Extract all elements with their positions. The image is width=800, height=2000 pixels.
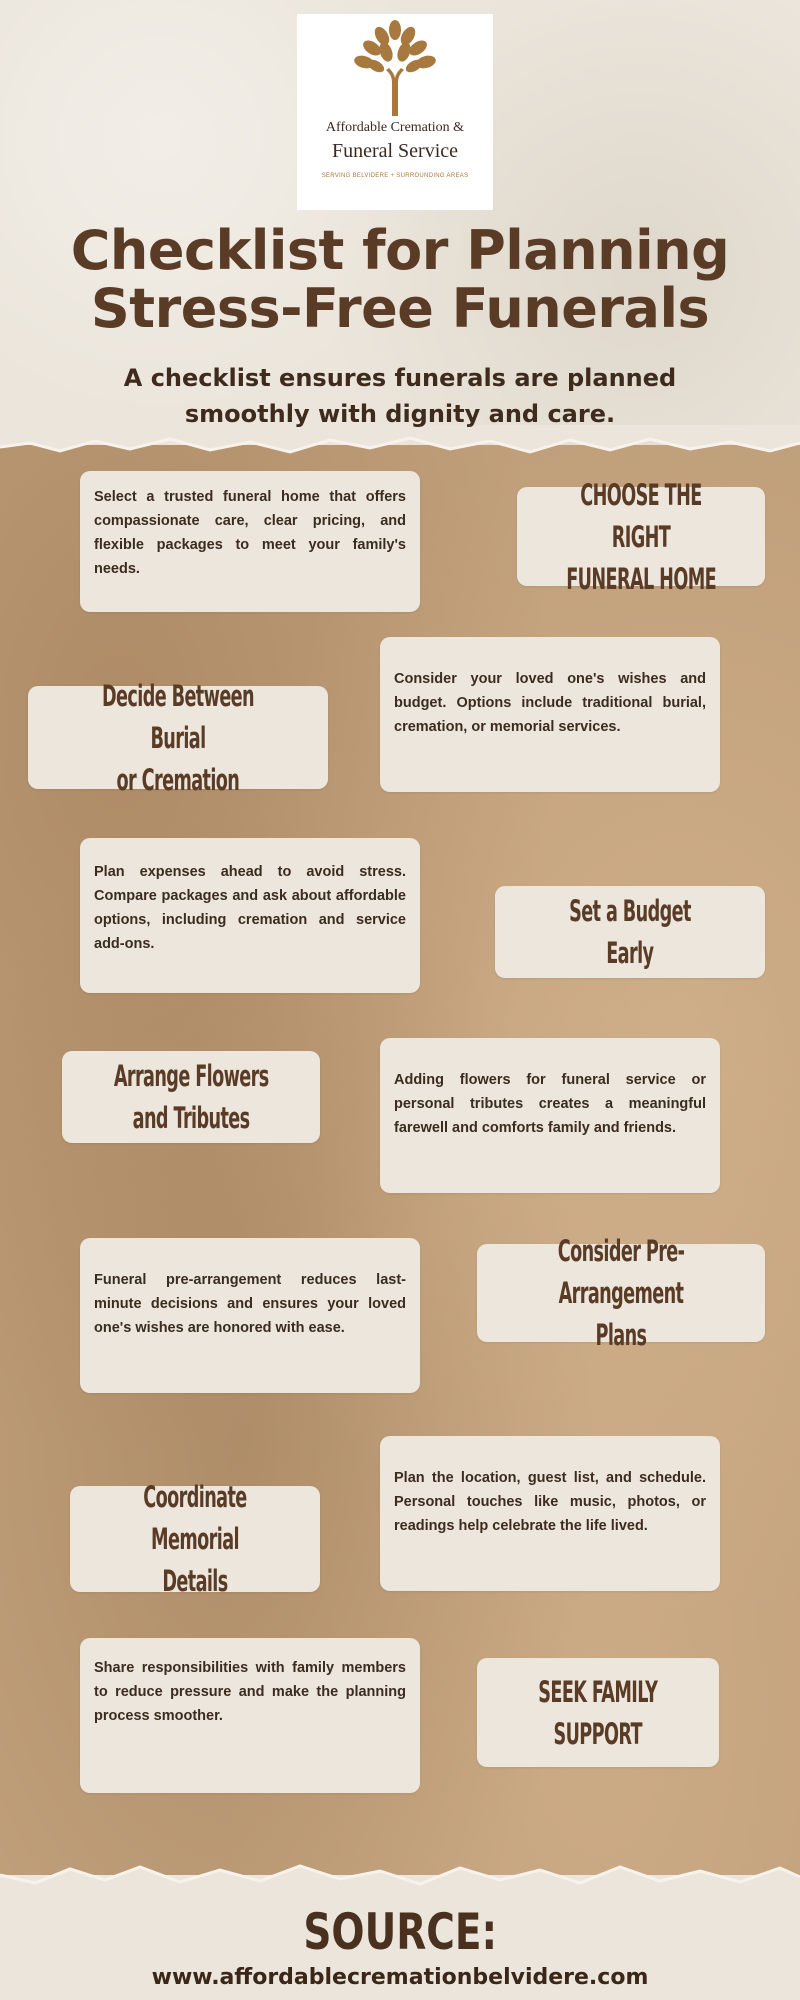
step-3-title-line2: Early <box>606 936 654 970</box>
page-subtitle <box>100 360 700 432</box>
step-2-description-card <box>380 637 720 792</box>
step-2-title-line1: Decide Between Burial <box>102 678 254 755</box>
source-label <box>0 1904 800 1960</box>
step-7-description-card <box>80 1638 420 1793</box>
tree-icon <box>352 20 438 116</box>
company-logo <box>297 14 493 210</box>
page-subtitle-line2: smoothly with dignity and care. <box>184 400 616 428</box>
logo-name-line1: Affordable Cremation & <box>325 120 465 135</box>
page-title-line2: Stress-Free Funerals <box>90 277 710 340</box>
step-4-title-line2: and Tributes <box>132 1101 250 1135</box>
step-5-description-card <box>80 1238 420 1393</box>
step-1-title-line1: CHOOSE THE RIGHT <box>580 477 702 554</box>
step-4-description-card <box>380 1038 720 1193</box>
source-url[interactable]: www.affordablecremationbelvidere.com <box>151 1965 649 1990</box>
step-6-description: Plan the location, guest list, and schedule. Personal touches like music, photos, or readings help celebrate the life lived. <box>394 1470 706 1534</box>
step-6-title-line1: Coordinate <box>143 1480 247 1514</box>
step-2-title-card <box>28 678 328 797</box>
step-3-description-card <box>80 838 420 993</box>
page-title <box>0 219 800 340</box>
step-7-title-line2: SUPPORT <box>553 1716 643 1751</box>
step-3-title-line1: Set a Budget <box>569 894 691 928</box>
step-5-title-line1: Consider Pre- <box>557 1234 685 1268</box>
torn-paper-edge-bottom <box>0 1855 800 1900</box>
logo-tagline: SERVING BELVIDERE + SURROUNDING AREAS <box>321 173 469 179</box>
step-1-title-card <box>517 477 765 596</box>
step-4-title-line1: Arrange Flowers <box>113 1059 269 1093</box>
step-4-title-card <box>62 1051 320 1143</box>
step-6-title-line2: Memorial Details <box>151 1522 239 1598</box>
page-subtitle-line1: A checklist ensures funerals are planned <box>123 364 677 392</box>
source-label-text: SOURCE: <box>303 1903 497 1961</box>
logo-name-line2: Funeral Service <box>331 140 459 162</box>
step-2-description: Consider your loved one's wishes and budget. Options include traditional burial, cremation, or memorial services. <box>394 671 706 735</box>
step-4-description: Adding flowers for funeral service or personal tributes creates a meaningful farewell and comforts family and friends. <box>394 1072 706 1136</box>
step-5-title-line2: Arrangement Plans <box>558 1276 684 1352</box>
step-3-description: Plan expenses ahead to avoid stress. Compare packages and ask about affordable options, including cremation and service add-ons. <box>94 864 406 952</box>
step-2-title-line2: or Cremation <box>116 762 240 797</box>
step-5-title-card <box>477 1234 765 1352</box>
step-7-description: Share responsibilities with family members to reduce pressure and make the planning process smoother. <box>94 1660 406 1724</box>
step-6-description-card <box>380 1436 720 1591</box>
step-1-title-line2: FUNERAL HOME <box>566 561 716 596</box>
step-1-description: Select a trusted funeral home that offers compassionate care, clear pricing, and flexible packages to meet your family's needs. <box>94 489 406 577</box>
step-6-title-card <box>70 1480 320 1598</box>
step-7-title-card <box>477 1658 719 1767</box>
page-title-line1: Checklist for Planning <box>70 219 730 282</box>
step-5-description: Funeral pre-arrangement reduces last-minute decisions and ensures your loved one's wishes are honored with ease. <box>94 1272 406 1336</box>
step-1-description-card <box>80 471 420 612</box>
step-7-title-line1: SEEK FAMILY <box>538 1674 658 1709</box>
step-3-title-card <box>495 886 765 978</box>
